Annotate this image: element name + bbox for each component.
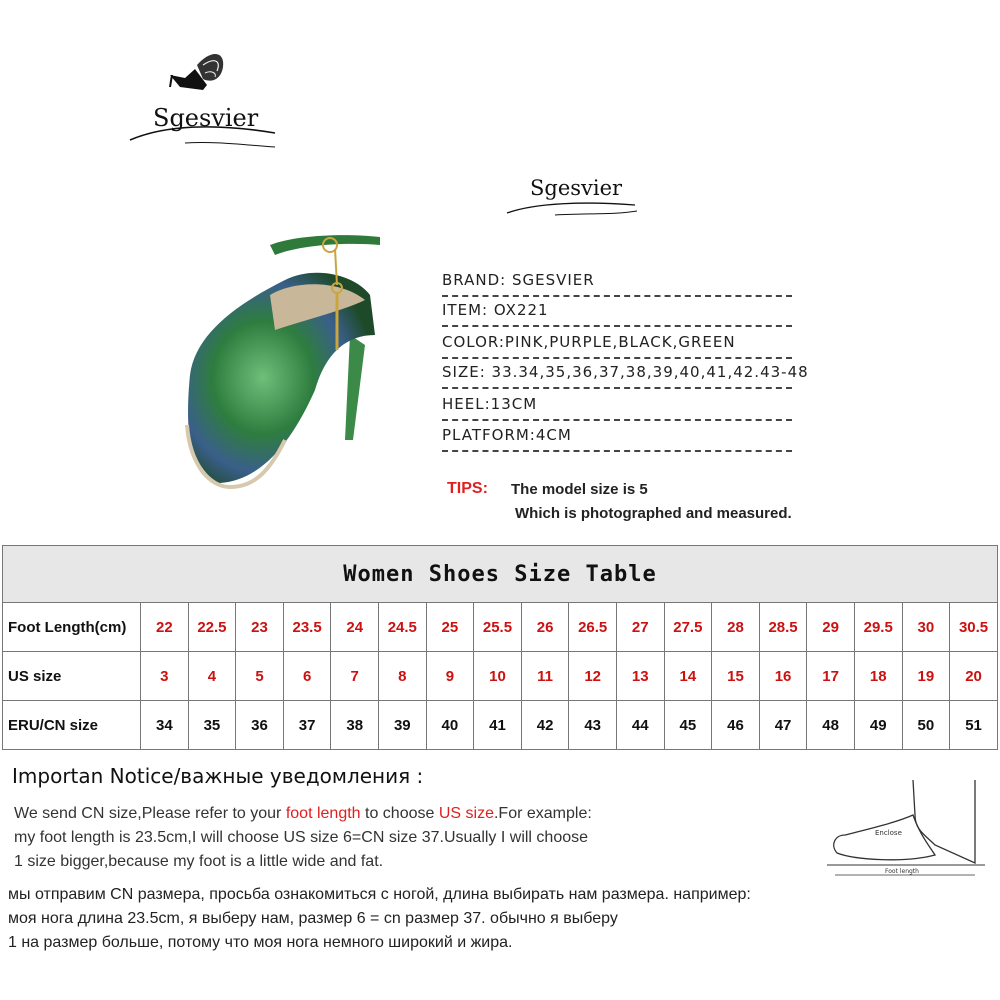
table-cell: 34 [141, 701, 189, 750]
table-cell: 5 [236, 652, 284, 701]
table-cell: 19 [902, 652, 950, 701]
table-cell: 20 [950, 652, 998, 701]
table-cell: 28 [712, 603, 760, 652]
table-cell: 17 [807, 652, 855, 701]
table-cell: 24.5 [379, 603, 427, 652]
table-cell: 6 [283, 652, 331, 701]
table-cell: 28.5 [759, 603, 807, 652]
table-cell: 43 [569, 701, 617, 750]
spec-heel: HEEL:13CM [442, 389, 792, 421]
table-cell: 29 [807, 603, 855, 652]
table-cell: 16 [759, 652, 807, 701]
table-cell: 47 [759, 701, 807, 750]
notice-text: .For example: [493, 805, 592, 822]
foot-length-label: Foot length [885, 868, 919, 875]
table-cell: 13 [616, 652, 664, 701]
spec-brand: BRAND: SGESVIER [442, 265, 792, 297]
spec-color: COLOR:PINK,PURPLE,BLACK,GREEN [442, 327, 792, 359]
notice-text: to choose [360, 805, 439, 822]
table-row-eu-cn-size [3, 701, 998, 750]
table-cell: 27.5 [664, 603, 712, 652]
table-cell: 37 [283, 701, 331, 750]
brand-logo-small-text: Sgesvier [530, 176, 623, 200]
tips-label: TIPS: [447, 480, 488, 497]
size-table [2, 545, 998, 750]
us-size-highlight: US size [438, 805, 494, 822]
table-cell: 51 [950, 701, 998, 750]
table-cell: 35 [188, 701, 236, 750]
logo-swoosh-icon [505, 195, 640, 220]
row-label: Foot Length(cm) [3, 603, 141, 652]
table-cell: 44 [616, 701, 664, 750]
table-cell: 46 [712, 701, 760, 750]
spec-platform: PLATFORM:4CM [442, 420, 792, 452]
brand-logo [125, 45, 285, 155]
table-cell: 25.5 [474, 603, 522, 652]
notice-text: We send CN size,Please refer to your [14, 805, 286, 822]
table-cell: 15 [712, 652, 760, 701]
foot-measure-icon [825, 775, 995, 885]
row-label: ERU/CN size [3, 701, 141, 750]
enclose-label: Enclose [875, 829, 902, 837]
notice-heading: Importan Notice/важные уведомления : [12, 764, 424, 788]
table-cell: 24 [331, 603, 379, 652]
table-cell: 36 [236, 701, 284, 750]
table-cell: 45 [664, 701, 712, 750]
table-cell: 26 [521, 603, 569, 652]
size-table-title: Women Shoes Size Table [3, 546, 998, 603]
notice-ru-line-3: 1 на размер больше, потому что моя нога немного широкий и жира. [8, 934, 513, 951]
table-row-us-size [3, 652, 998, 701]
table-cell: 8 [379, 652, 427, 701]
table-cell: 49 [854, 701, 902, 750]
table-cell: 40 [426, 701, 474, 750]
table-cell: 30.5 [950, 603, 998, 652]
table-cell: 27 [616, 603, 664, 652]
foot-length-highlight: foot length [285, 805, 361, 822]
table-cell: 23.5 [283, 603, 331, 652]
notice-en-line-2: my foot length is 23.5cm,I will choose US size 6=CN size 37.Usually I will choose [14, 829, 589, 846]
notice-ru-line-2: моя нога длина 23.5cm, я выберу нам, размер 6 = cn размер 37. обычно я выберу [8, 910, 618, 927]
table-cell: 41 [474, 701, 522, 750]
table-cell: 12 [569, 652, 617, 701]
table-cell: 25 [426, 603, 474, 652]
table-cell: 50 [902, 701, 950, 750]
table-cell: 10 [474, 652, 522, 701]
table-cell: 9 [426, 652, 474, 701]
table-cell: 26.5 [569, 603, 617, 652]
table-cell: 42 [521, 701, 569, 750]
row-label: US size [3, 652, 141, 701]
table-cell: 11 [521, 652, 569, 701]
spec-size: SIZE: 33.34,35,36,37,38,39,40,41,42.43-48 [442, 357, 792, 389]
notice-en-line-1 [14, 805, 592, 823]
table-cell: 14 [664, 652, 712, 701]
table-cell: 23 [236, 603, 284, 652]
table-row-foot-length [3, 603, 998, 652]
spec-item: ITEM: OX221 [442, 295, 792, 327]
table-cell: 3 [141, 652, 189, 701]
table-cell: 18 [854, 652, 902, 701]
table-cell: 7 [331, 652, 379, 701]
table-cell: 29.5 [854, 603, 902, 652]
tips-line-2: Which is photographed and measured. [515, 505, 792, 522]
table-cell: 30 [902, 603, 950, 652]
table-cell: 4 [188, 652, 236, 701]
table-cell: 22 [141, 603, 189, 652]
brand-logo-text: Sgesvier [153, 104, 259, 132]
notice-ru-line-1: мы отправим CN размера, просьба ознакомиться с ногой, длина выбирать нам размера. например: [8, 886, 751, 903]
table-cell: 39 [379, 701, 427, 750]
table-cell: 48 [807, 701, 855, 750]
notice-en-line-3: 1 size bigger,because my foot is a little wide and fat. [14, 853, 384, 870]
table-cell: 22.5 [188, 603, 236, 652]
table-cell: 38 [331, 701, 379, 750]
butterfly-heel-icon [125, 45, 285, 155]
shoe-image [175, 225, 385, 495]
tips-line-1: The model size is 5 [511, 481, 648, 498]
